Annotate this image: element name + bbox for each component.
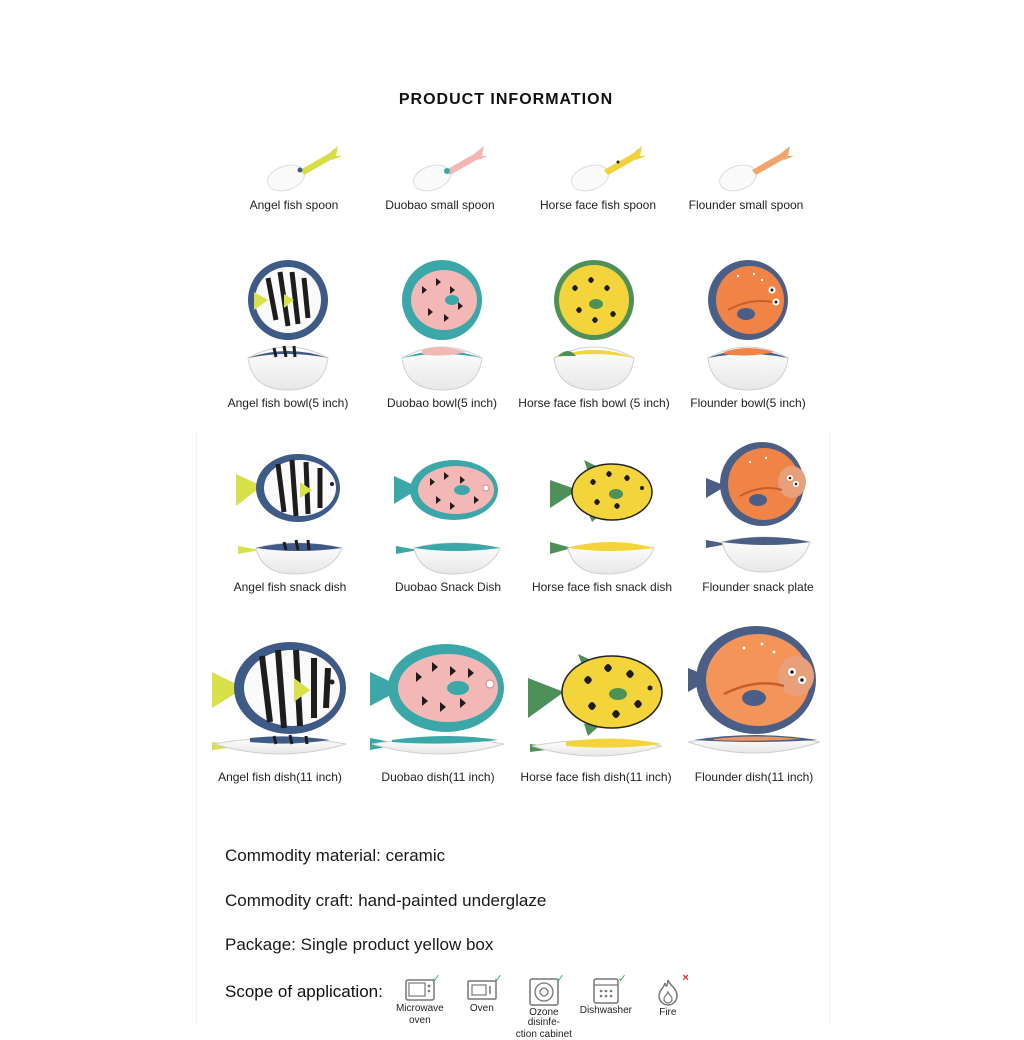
- scope-label: Scope of application:: [225, 982, 383, 1001]
- product-label: Angel fish snack dish: [233, 580, 347, 594]
- product-label: Flounder bowl(5 inch): [690, 396, 806, 410]
- fire-icon: [655, 978, 681, 1006]
- app-oven: [451, 973, 513, 1016]
- check-icon: ✓: [617, 973, 627, 985]
- product-duobao-snack-dish[interactable]: [380, 450, 516, 594]
- angel-fish-bowl-image: [238, 258, 338, 394]
- product-label: Angel fish bowl(5 inch): [227, 396, 349, 410]
- product-angel-fish-spoon[interactable]: [232, 140, 356, 212]
- app-dishwasher: [575, 973, 637, 1018]
- page-title: PRODUCT INFORMATION: [398, 91, 614, 108]
- cross-icon: ×: [682, 972, 689, 984]
- product-duobao-dish[interactable]: [366, 638, 510, 784]
- check-icon: ✓: [555, 973, 565, 985]
- app-ozone-cabinet: [513, 973, 575, 1040]
- scope-of-application: [225, 972, 699, 1040]
- horse-face-bowl-image: [544, 258, 644, 394]
- app-label: Microwave: [395, 1003, 444, 1014]
- app-label: Fire: [659, 1007, 677, 1018]
- product-label: Duobao dish(11 inch): [381, 770, 495, 784]
- dishwasher-icon: [593, 978, 619, 1004]
- angel-fish-dish-image: [210, 638, 350, 768]
- product-label: Horse face fish snack dish: [531, 580, 673, 594]
- spec-material: Commodity material: ceramic: [225, 846, 446, 865]
- spec-craft: Commodity craft: hand-painted underglaze: [225, 891, 547, 910]
- product-duobao-bowl[interactable]: [380, 258, 504, 410]
- product-flounder-snack-plate[interactable]: [690, 440, 826, 594]
- flounder-spoon-image: [696, 140, 796, 196]
- product-flounder-small-spoon[interactable]: [684, 140, 808, 212]
- oven-icon: [467, 978, 497, 1002]
- duobao-snack-dish-image: [390, 450, 506, 578]
- product-label: Flounder small spoon: [688, 198, 804, 212]
- product-horse-face-fish-bowl[interactable]: [518, 258, 670, 410]
- product-label: Duobao small spoon: [385, 198, 495, 212]
- check-icon: ✓: [431, 973, 441, 985]
- app-fire: [637, 972, 699, 1020]
- product-angel-fish-snack-dish[interactable]: [222, 450, 358, 594]
- product-flounder-bowl[interactable]: [686, 258, 810, 410]
- product-label: Flounder dish(11 inch): [694, 770, 814, 784]
- app-label-2: ction cabinet: [515, 1029, 572, 1040]
- duobao-spoon-image: [390, 140, 490, 196]
- product-label: Horse face fish dish(11 inch): [520, 770, 672, 784]
- product-angel-fish-dish[interactable]: [208, 638, 352, 784]
- product-angel-fish-bowl[interactable]: [226, 258, 350, 410]
- product-label: Duobao Snack Dish: [394, 580, 502, 594]
- product-horse-face-fish-snack-dish[interactable]: [531, 450, 673, 594]
- horse-face-snack-dish-image: [544, 450, 660, 578]
- product-label: Horse face fish bowl (5 inch): [518, 396, 670, 410]
- product-duobao-small-spoon[interactable]: [378, 140, 502, 212]
- horse-face-dish-image: [526, 648, 666, 768]
- check-icon: ✓: [493, 973, 503, 985]
- flounder-snack-plate-image: [700, 440, 816, 578]
- microwave-icon: [405, 978, 435, 1002]
- product-label: Flounder snack plate: [702, 580, 814, 594]
- product-flounder-dish[interactable]: [682, 624, 826, 784]
- flounder-bowl-image: [698, 258, 798, 394]
- app-label: Dishwasher: [579, 1005, 632, 1016]
- duobao-bowl-image: [392, 258, 492, 394]
- product-label: Angel fish spoon: [249, 198, 339, 212]
- spec-package: Package: Single product yellow box: [225, 935, 494, 954]
- product-horse-face-fish-spoon[interactable]: [536, 140, 660, 212]
- ozone-cabinet-icon: [529, 978, 559, 1006]
- app-label: Ozone disinfe-: [527, 1007, 560, 1028]
- duobao-dish-image: [368, 638, 508, 768]
- app-label-2: oven: [409, 1015, 431, 1026]
- product-label: Horse face fish spoon: [539, 198, 657, 212]
- angel-fish-spoon-image: [244, 140, 344, 196]
- product-label: Duobao bowl(5 inch): [386, 396, 498, 410]
- product-horse-face-fish-dish[interactable]: [520, 648, 672, 784]
- flounder-dish-image: [684, 624, 824, 768]
- app-microwave: [389, 973, 451, 1026]
- angel-fish-snack-dish-image: [232, 450, 348, 578]
- horse-face-spoon-image: [548, 140, 648, 196]
- app-label: Oven: [469, 1003, 494, 1014]
- product-label: Angel fish dish(11 inch): [218, 770, 342, 784]
